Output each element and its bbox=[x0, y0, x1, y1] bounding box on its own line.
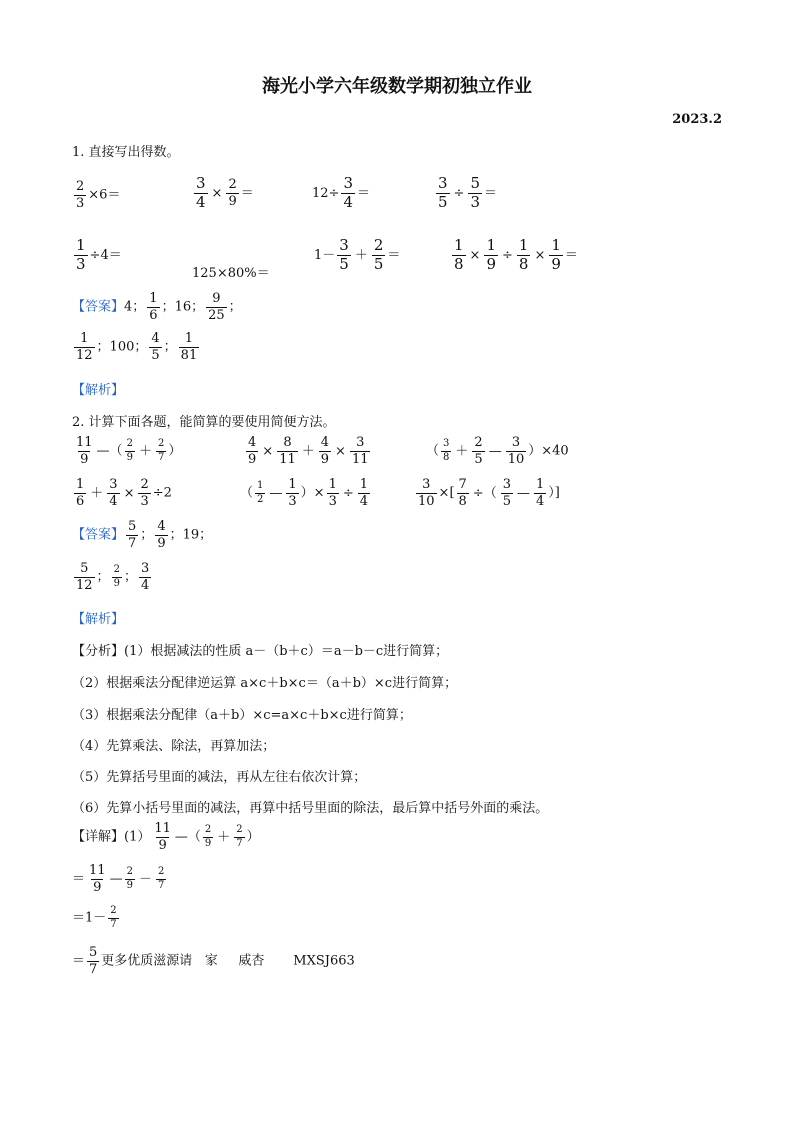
q1-answer-line-1: 【答案】4； $\frac{1}{6}$ ；16； $\frac{9}{25}$ ； bbox=[72, 291, 242, 323]
detail-line-4: ＝ $\frac{5}{7}$ 更多优质滋源请 家 威杏 MXSJ663 bbox=[72, 945, 355, 977]
answer-label: 【答案】 bbox=[72, 527, 125, 543]
analysis-line-2: （2）根据乘法分配律逆运算 a×c＋b×c＝（a＋b）×c进行简算； bbox=[72, 676, 458, 691]
q1-expr-8: $\frac{1}{8}$ × $\frac{1}{9}$ ÷ $\frac{1}{8}$ × $\frac{1}{9}$ ＝ bbox=[454, 236, 578, 273]
analysis-line-1: 【分析】(1）根据减法的性质 a－（b＋c）＝a－b－c进行简算； bbox=[72, 644, 449, 659]
detail-line-2: ＝ $\frac{11}{9}$ — $\frac{2}{9}$ － $\frac{2}{7}$ bbox=[72, 863, 165, 895]
analysis-line-3: （3）根据乘法分配律（a＋b）×c=a×c＋b×c进行简算； bbox=[72, 708, 412, 723]
analysis-line-6: （6）先算小括号里面的减法，再算中括号里面的除法，最后算中括号外面的乘法。 bbox=[72, 801, 549, 816]
q2-heading: 2. 计算下面各题，能简算的要使用简便方法。 bbox=[72, 415, 336, 430]
watermark-text: 更多优质滋源请 家 威杏 MXSJ663 bbox=[101, 953, 355, 969]
q1-expr-7: 1－ $\frac{3}{5}$ ＋ $\frac{2}{5}$ ＝ bbox=[314, 236, 401, 273]
q2-analysis-label: 【解析】 bbox=[72, 612, 125, 627]
q1-expr-2: $\frac{3}{4}$ × $\frac{2}{9}$ ＝ bbox=[196, 174, 254, 211]
q1-expr-5: $\frac{1}{3}$ ÷4＝ bbox=[76, 236, 122, 273]
fraction: $\frac{2}{3}$ bbox=[76, 179, 85, 211]
date-label: 2023.2 bbox=[672, 112, 722, 127]
q1-expr-3: 12÷ $\frac{3}{4}$ ＝ bbox=[312, 174, 370, 211]
analysis-line-5: （5）先算括号里面的减法，再从左往右依次计算； bbox=[72, 770, 367, 785]
q2-expr-5: （ $\frac{1}{2}$ — $\frac{1}{3}$ ）× $\frac{1}{3}$ ÷ $\frac{1}{4}$ bbox=[240, 477, 369, 509]
q2-answer-line-1: 【答案】 $\frac{5}{7}$ ； $\frac{4}{9}$ ；19； bbox=[72, 519, 213, 551]
detail-line-1: 【详解】(1） $\frac{11}{9}$ —（ $\frac{2}{9}$ ＋ $\frac{2}{7}$ ） bbox=[72, 821, 260, 853]
q2-expr-6: $\frac{3}{10}$ ×[ $\frac{7}{8}$ ÷（ $\frac{3}{5}$ — $\frac{1}{4}$ ）] bbox=[418, 477, 560, 509]
q2-expr-1: $\frac{11}{9}$ —（ $\frac{2}{9}$ ＋ $\frac{2}{7}$ ） bbox=[76, 435, 182, 467]
q1-expr-6: 125×80%＝ bbox=[192, 266, 270, 281]
q1-expr-4: $\frac{3}{5}$ ÷ $\frac{5}{3}$ ＝ bbox=[438, 174, 498, 211]
q2-answer-line-2: $\frac{5}{12}$ ； $\frac{2}{9}$ ； $\frac{3}{4}$ bbox=[76, 561, 150, 593]
analysis-line-4: （4）先算乘法、除法，再算加法； bbox=[72, 739, 276, 754]
q1-answer-line-2: $\frac{1}{12}$ ；100； $\frac{4}{5}$ ； $\frac{1}{81}$ bbox=[76, 331, 198, 363]
q2-expr-2: $\frac{4}{9}$ × $\frac{8}{11}$ ＋ $\frac{4}{9}$ × $\frac{3}{11}$ bbox=[248, 435, 369, 467]
page-title: 海光小学六年级数学期初独立作业 bbox=[262, 76, 532, 97]
q1-expr-1: $\frac{2}{3}$ ×6＝ bbox=[76, 179, 121, 211]
q2-expr-4: $\frac{1}{6}$ ＋ $\frac{3}{4}$ × $\frac{2}{3}$ ÷2 bbox=[76, 477, 172, 509]
q1-analysis-label: 【解析】 bbox=[72, 383, 125, 398]
detail-label: 【详解】(1） bbox=[72, 829, 151, 845]
q2-expr-3: （ $\frac{3}{8}$ ＋ $\frac{2}{5}$ — $\frac{3}{10}$ ）×40 bbox=[426, 435, 569, 467]
answer-label: 【答案】 bbox=[72, 299, 125, 315]
detail-line-3: ＝1－ $\frac{2}{7}$ bbox=[72, 905, 117, 930]
q1-heading: 1. 直接写出得数。 bbox=[72, 145, 180, 160]
